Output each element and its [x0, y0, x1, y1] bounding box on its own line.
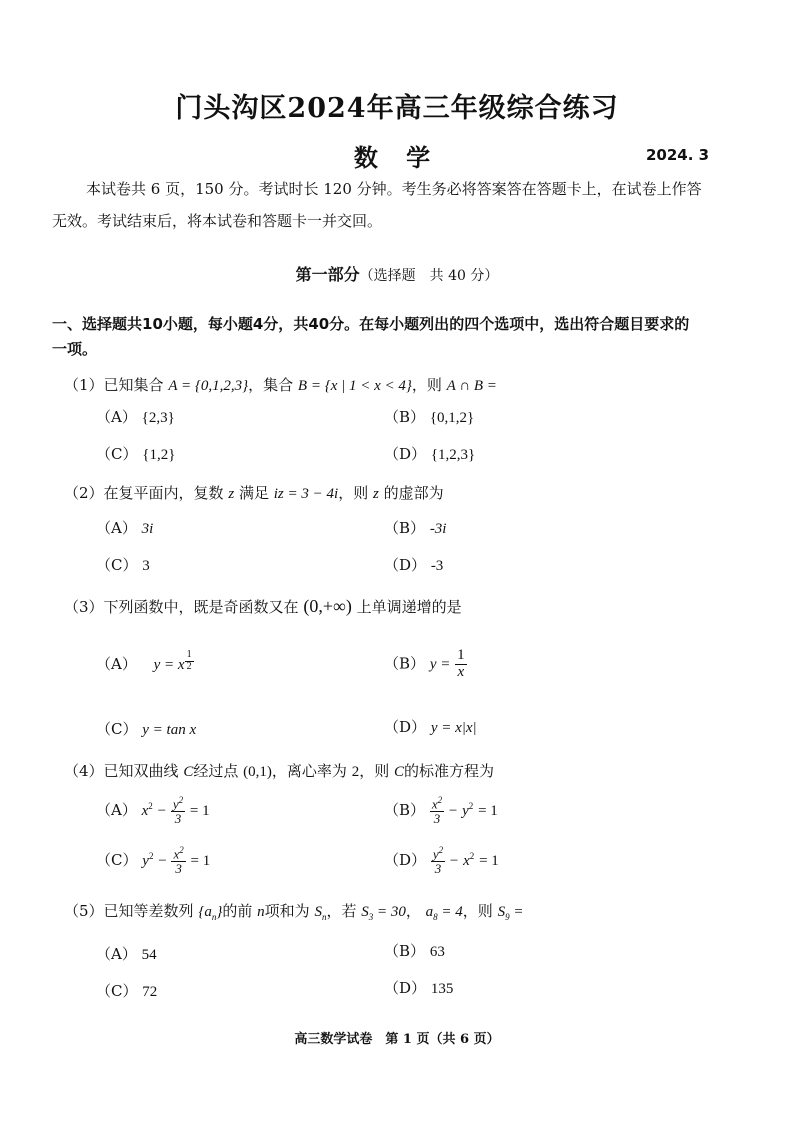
option-label: （B）: [384, 654, 426, 673]
math: = 1: [189, 802, 210, 819]
math: −: [448, 802, 458, 819]
text: 在复平面内，复数: [103, 484, 224, 502]
math: x: [173, 846, 180, 862]
option-label: （C）: [96, 850, 138, 869]
math: x: [431, 796, 438, 812]
option-label: （C）: [96, 720, 138, 738]
math: A = {0,1,2,3}: [168, 378, 249, 394]
text: ，: [405, 902, 421, 920]
math: (0,+∞): [303, 596, 352, 616]
subject-title: 数 学: [353, 143, 441, 172]
math: [498, 904, 524, 920]
option-label: （A）: [96, 945, 137, 963]
question-number: （1）: [64, 376, 104, 394]
page-footer: 高三数学试卷 第 1 页（共 6 页）: [294, 1032, 500, 1047]
intro-line-2: 无效。考试结束后，将本试卷和答题卡一并交回。: [52, 212, 383, 230]
text: ，则: [462, 902, 493, 920]
math: B = {x | 1 < x < 4}: [297, 378, 412, 394]
question-number: （2）: [64, 484, 104, 502]
option-label: （A）: [96, 655, 137, 673]
math: C: [183, 764, 194, 780]
option-label: （D）: [384, 445, 427, 463]
q4-option-d: [384, 846, 499, 876]
math: −: [158, 852, 167, 869]
math: −: [157, 802, 167, 819]
fraction-denominator: x: [457, 663, 465, 680]
option-lhs: y =: [429, 656, 451, 673]
exponent: 2: [179, 845, 184, 855]
question-1-stem: [64, 374, 497, 395]
math: S: [314, 904, 322, 920]
q5-option-c: [96, 980, 157, 1001]
fraction-numerator: [430, 796, 444, 812]
math: = 1: [478, 802, 498, 819]
fraction-numerator: [171, 846, 185, 862]
fraction-numerator: [431, 846, 445, 862]
exam-date: 2024. 3: [646, 146, 710, 164]
question-number: （5）: [64, 902, 104, 920]
fraction: [171, 796, 185, 826]
text: 的标准方程为: [404, 762, 495, 780]
option-base: y = x: [153, 657, 185, 673]
fraction: [171, 846, 185, 876]
q2-option-a: [96, 517, 153, 538]
math: {a: [198, 904, 212, 920]
exponent: 2: [178, 795, 184, 805]
q2-option-c: [96, 554, 150, 575]
text: 的虚部为: [383, 484, 444, 502]
math: [198, 904, 222, 920]
subscript: n: [321, 912, 327, 922]
subscript: 8: [433, 912, 438, 922]
q1-option-c: [96, 443, 175, 464]
part-one-title: 第一部分: [295, 265, 360, 284]
math: n: [257, 904, 265, 920]
math: −: [449, 852, 459, 869]
math: y: [172, 796, 179, 812]
option-label: （A）: [96, 800, 137, 819]
math: = 1: [190, 852, 211, 869]
option-value: y = tan x: [142, 722, 197, 738]
option-value: 3i: [141, 521, 154, 537]
text: 经过点: [193, 762, 239, 780]
question-number: （3）: [64, 598, 104, 616]
option-value: 135: [430, 981, 454, 997]
math: = 1: [479, 852, 499, 869]
option-label: （D）: [384, 979, 427, 997]
math: [314, 904, 326, 920]
text: 满足: [238, 484, 269, 502]
math: = 30: [373, 904, 406, 920]
fraction: [431, 846, 445, 876]
fraction-numerator: [171, 796, 185, 812]
option-label: （D）: [384, 556, 427, 574]
q3-option-b: [384, 648, 467, 681]
math: y: [142, 852, 149, 869]
math: S: [497, 904, 506, 920]
subscript: 3: [368, 912, 374, 922]
text: 上单调递增的是: [356, 598, 462, 616]
exponent: 2: [148, 800, 153, 811]
option-label: （B）: [384, 800, 426, 819]
fraction-denominator: 3: [433, 810, 441, 826]
option-value: {0,1,2}: [429, 410, 475, 426]
option-label: （D）: [384, 850, 427, 869]
text: 下列函数中，既是奇函数又在: [103, 598, 299, 616]
option-label: （D）: [384, 718, 427, 736]
part-one-subtitle: （选择题 共 40 分）: [359, 268, 499, 284]
q1-option-a: [96, 406, 175, 427]
math: 2: [351, 764, 360, 780]
q5-option-b: [384, 940, 445, 961]
subscript: n: [211, 912, 217, 922]
option-label: （A）: [96, 519, 137, 537]
exponent: 2: [438, 845, 444, 855]
exponent: 2: [148, 850, 154, 861]
exam-title: 门头沟区2024年高三年级综合练习: [175, 93, 619, 124]
fraction-denominator: 3: [174, 810, 182, 826]
text: ，离心率为: [271, 762, 347, 780]
math: z: [372, 486, 379, 502]
option-label: （A）: [96, 408, 137, 426]
option-label: （C）: [96, 445, 138, 463]
text: 已知集合: [103, 376, 164, 394]
exponent: 2: [437, 795, 443, 805]
option-value: y = x|x|: [430, 720, 477, 736]
q3-option-c: [96, 718, 196, 739]
option-value: 3: [142, 558, 150, 574]
exponent: 2: [468, 800, 474, 811]
q5-option-a: [96, 943, 157, 964]
math: = 4: [437, 904, 463, 920]
math: x: [141, 802, 149, 819]
text: ，则: [411, 376, 442, 394]
math: x: [463, 852, 470, 869]
option-label: （B）: [384, 942, 426, 960]
math: =: [509, 904, 524, 920]
math: [426, 904, 463, 920]
option-label: （C）: [96, 982, 138, 1000]
math: [361, 904, 406, 920]
q4-option-a: [96, 796, 210, 826]
math: iz = 3 − 4i: [273, 486, 339, 502]
option-value: 54: [141, 947, 157, 963]
text: 已知等差数列: [103, 902, 194, 920]
intro-line-1: 本试卷共 6 页，150 分。考试时长 120 分钟。考生务必将答案答在答题卡上，在试卷上作答: [86, 180, 702, 198]
option-label: （C）: [96, 556, 138, 574]
q1-option-b: [384, 406, 474, 427]
question-number: （4）: [64, 762, 104, 780]
text: 已知双曲线: [103, 762, 179, 780]
fraction-numerator: 1: [186, 649, 192, 660]
math: (0,1): [243, 764, 272, 780]
q2-option-b: [384, 517, 446, 538]
question-5-stem: [64, 900, 523, 922]
q3-option-a: [96, 650, 194, 674]
q4-option-b: [384, 796, 498, 826]
text: ，若: [326, 902, 357, 920]
section-instructions-2: 一项。: [52, 340, 98, 358]
part-one-heading: [0, 262, 794, 285]
question-2-stem: [64, 482, 444, 503]
option-value: -3: [430, 558, 444, 574]
q4-option-c: [96, 846, 210, 876]
subscript: 9: [505, 912, 510, 922]
fraction: [455, 648, 467, 681]
math: y: [462, 802, 469, 819]
option-value: 63: [429, 944, 445, 960]
exponent-fraction: [185, 650, 194, 672]
option-label: （B）: [384, 519, 426, 537]
math: C: [394, 764, 405, 780]
math: y: [432, 846, 439, 862]
q3-option-d: [384, 716, 477, 737]
text: ，则: [338, 484, 369, 502]
text: 项和为: [264, 902, 310, 920]
option-value: 72: [142, 984, 158, 1000]
q2-option-d: [384, 554, 443, 575]
fraction-denominator: 3: [175, 860, 182, 876]
text: 的前: [222, 902, 253, 920]
option-value: -3i: [429, 521, 447, 537]
fraction-denominator: 2: [186, 660, 192, 672]
section-instructions-1: 一、选择题共10小题，每小题4分，共40分。在每小题列出的四个选项中，选出符合题目要求的: [52, 315, 690, 333]
question-4-stem: [64, 760, 494, 781]
fraction-numerator: 1: [457, 647, 465, 663]
math: A ∩ B =: [446, 378, 497, 394]
text: ，则: [359, 762, 390, 780]
option-value: {2,3}: [141, 410, 175, 426]
question-3-stem: [64, 596, 462, 617]
option-value: {1,2}: [142, 447, 176, 463]
math: z: [228, 486, 235, 502]
fraction-denominator: 3: [434, 860, 442, 876]
math: S: [361, 904, 369, 920]
q1-option-d: [384, 443, 475, 464]
exponent: 2: [469, 850, 475, 861]
fraction: [430, 796, 444, 826]
q5-option-d: [384, 977, 453, 998]
option-value: {1,2,3}: [430, 447, 476, 463]
math: a: [425, 904, 434, 920]
text: ，集合: [248, 376, 294, 394]
math: }: [216, 904, 223, 920]
option-label: （B）: [384, 408, 426, 426]
